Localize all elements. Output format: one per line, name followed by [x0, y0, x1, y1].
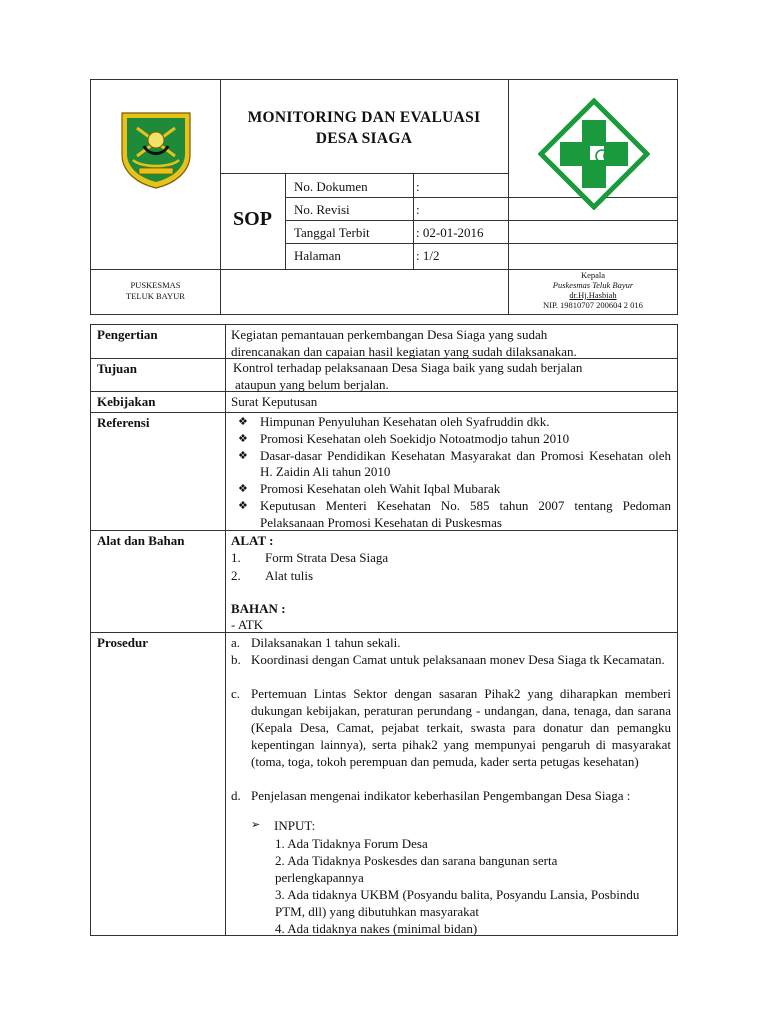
document-title	[226, 107, 502, 149]
bahan-item: - ATK	[231, 617, 264, 632]
input-item: 4. Ada tidaknya nakes (minimal bidan)	[275, 921, 478, 936]
alat-item-1: Form Strata Desa Siaga	[265, 550, 389, 565]
regency-emblem	[119, 110, 193, 190]
diamond-bullet-icon: ❖	[238, 432, 248, 445]
alat-item-2-num: 2.	[231, 568, 241, 583]
prosedur-a: Dilaksanakan 1 tahun sekali.	[251, 635, 401, 650]
referensi-item: Promosi Kesehatan oleh Wahit Iqbal Mubarak	[260, 481, 501, 497]
sign-unit: Puskesmas Teluk Bayur	[552, 280, 634, 290]
field-tanggal-label: Tanggal Terbit	[294, 225, 370, 240]
tujuan-line-1: Kontrol terhadap pelaksanaan Desa Siaga baik yang sudah berjalan	[233, 360, 583, 375]
list-item	[238, 481, 671, 498]
diamond-bullet-icon: ❖	[238, 449, 248, 462]
arrow-bullet-icon: ➢	[251, 819, 261, 831]
field-no-dokumen-label: No. Dokumen	[294, 179, 368, 194]
prosedur-c: Pertemuan Lintas Sektor dengan sasaran Pihak2 yang diharapkan memberi dukungan kebijakan, peraturan perundang - undangan, dana, tenaga, dan sarana (Kepala Desa, Camat, pejabat terkait, swasta para donatur dan pemangku kepentingan lainnya), serta pihak2 yang mempunyai pengaruh di masyarakat (toma, toga, tokoh perempuan dan pemuda, kader serta petugas kesehatan)	[251, 686, 671, 769]
prosedur-c-marker: c.	[231, 686, 241, 701]
list-item	[238, 414, 671, 431]
list-item	[238, 498, 671, 532]
field-halaman-label: Halaman	[294, 248, 341, 263]
pengertian-line-1: Kegiatan pemantauan perkembangan Desa Siaga yang sudah	[231, 327, 548, 342]
input-item: 3. Ada tidaknya UKBM (Posyandu balita, Posyandu Lansia, Posbindu PTM, dll) yang dibutuhkan masyarakat	[275, 887, 640, 919]
bahan-heading: BAHAN :	[231, 601, 286, 616]
org-line-2: TELUK BAYUR	[126, 291, 185, 301]
health-cross-logo	[538, 98, 650, 210]
org-name	[91, 280, 220, 302]
prosedur-b: Koordinasi dengan Camat untuk pelaksanaan monev Desa Siaga tk Kecamatan.	[251, 652, 665, 667]
field-no-revisi-label: No. Revisi	[294, 202, 350, 217]
sign-name: dr.Hj.Hasbiah	[569, 290, 617, 300]
prosedur-b-marker: b.	[231, 652, 241, 667]
prosedur-a-marker: a.	[231, 635, 241, 650]
kebijakan-text: Surat Keputusan	[231, 394, 318, 409]
prosedur-d: Penjelasan mengenai indikator keberhasilan Pengembangan Desa Siaga :	[251, 788, 631, 803]
sop-label: SOP	[233, 208, 272, 230]
label-referensi: Referensi	[97, 415, 150, 430]
prosedur-d-marker: d.	[231, 788, 241, 803]
diamond-bullet-icon: ❖	[238, 499, 248, 512]
signature-block	[509, 270, 677, 310]
referensi-item: Promosi Kesehatan oleh Soekidjo Notoatmodjo tahun 2010	[260, 430, 570, 446]
input-heading: INPUT:	[274, 818, 316, 833]
title-line-1: MONITORING DAN EVALUASI	[247, 109, 481, 126]
label-tujuan: Tujuan	[97, 361, 137, 376]
field-no-dokumen-value: :	[416, 179, 420, 194]
referensi-item: Himpunan Penyuluhan Kesehatan oleh Syafruddin dkk.	[260, 414, 550, 429]
pengertian-line-2: direncanakan dan capaian hasil kegiatan yang sudah dilaksanakan.	[231, 344, 577, 359]
alat-item-2: Alat tulis	[265, 568, 314, 583]
alat-heading: ALAT :	[231, 533, 274, 548]
label-kebijakan: Kebijakan	[97, 394, 156, 409]
list-item	[238, 431, 671, 448]
input-item: 1. Ada Tidaknya Forum Desa	[275, 836, 428, 851]
title-line-2: DESA SIAGA	[315, 130, 413, 147]
org-line-1: PUSKESMAS	[130, 280, 181, 290]
list-item	[238, 448, 671, 482]
field-no-revisi-value: :	[416, 202, 420, 217]
diamond-bullet-icon: ❖	[238, 416, 248, 428]
referensi-item: Dasar-dasar Pendidikan Kesehatan Masyarakat dan Promosi Kesehatan oleh H. Zaidin Ali tahun 2010	[260, 447, 671, 480]
input-item: 2. Ada Tidaknya Poskesdes dan sarana bangunan serta perlengkapannya	[275, 853, 558, 885]
label-alat-bahan: Alat dan Bahan	[97, 533, 185, 548]
sign-role: Kepala	[580, 270, 606, 280]
diamond-bullet-icon: ❖	[238, 483, 248, 496]
alat-item-1-num: 1.	[231, 550, 241, 565]
field-halaman-value: : 1/2	[416, 248, 440, 263]
label-prosedur: Prosedur	[97, 635, 149, 650]
label-pengertian: Pengertian	[97, 327, 158, 342]
field-tanggal-value: : 02-01-2016	[416, 225, 484, 240]
referensi-item: Keputusan Menteri Kesehatan No. 585 tahun 2007 tentang Pedoman Pelaksanaan Promosi Kesehatan di Puskesmas	[260, 497, 671, 530]
tujuan-line-2: ataupun yang belum berjalan.	[235, 377, 389, 392]
referensi-list	[238, 414, 671, 532]
sign-nip: NIP. 19810707 200604 2 016	[543, 300, 643, 310]
